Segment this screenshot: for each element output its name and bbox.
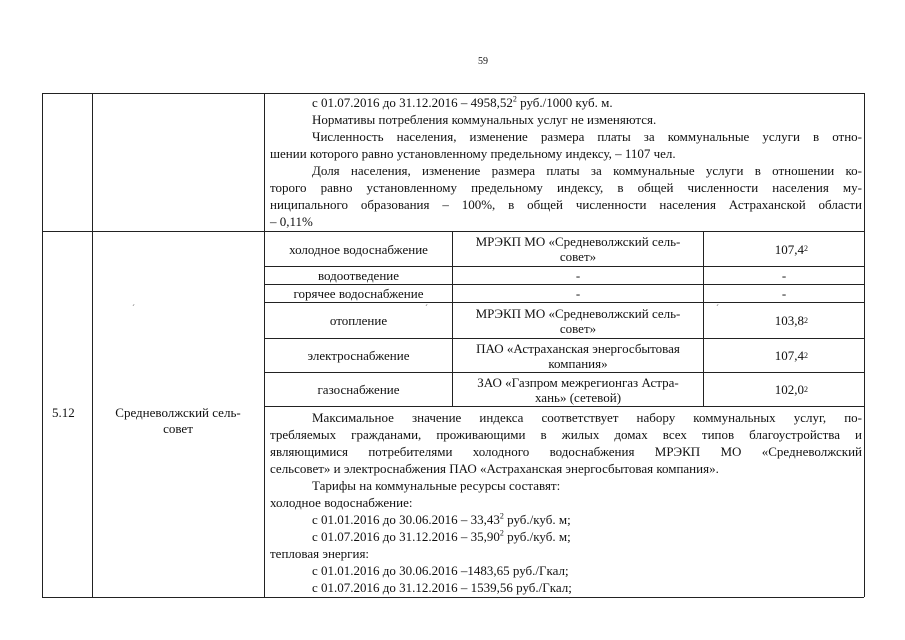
service-name: отопление: [329, 313, 388, 328]
service-index: 107,4 2: [774, 348, 808, 363]
col-separator-1: [92, 93, 93, 597]
table-border-right: [864, 93, 865, 597]
bottom-p1-line-3: являющимися потребителями холодного водоснабжения МРЭКП МО «Средневолжский: [270, 444, 862, 459]
municipality-name: Средневолжский сель- совет: [115, 405, 241, 436]
service-provider: -: [575, 268, 581, 283]
top-line-8: – 0,11%: [270, 214, 313, 229]
scan-speck: ˊ: [716, 303, 719, 313]
service-index: 102,0 2: [774, 382, 808, 397]
top-line-3: Численность населения, изменение размера платы за коммунальные услуги в отно-: [312, 129, 862, 144]
service-provider: МРЭКП МО «Средневолжский сель- совет»: [475, 305, 681, 336]
top-line-2: Нормативы потребления коммунальных услуг не изменяются.: [312, 112, 657, 127]
service-index: -: [781, 286, 787, 301]
bottom-p1-line-1: Максимальное значение индекса соответствует набору коммунальных услуг, по-: [312, 410, 862, 425]
page-number: 59: [478, 56, 488, 67]
top-line-4: шении которого равно установленному предельному индексу, – 1107 чел.: [270, 146, 676, 161]
top-line-6: торого равно установленному предельному индексу, в общей численности населения му-: [270, 180, 862, 195]
row-number: 5.12: [52, 405, 75, 420]
table-border-bottom: [42, 597, 864, 598]
heat-tariff-2: с 01.07.2016 до 31.12.2016 – 1539,56 руб./Гкал;: [312, 580, 572, 595]
service-index: 103,8 2: [774, 313, 808, 328]
service-index: 107,4 2: [774, 241, 808, 257]
service-name: холодное водоснабжение: [289, 241, 428, 257]
cold-water-tariff-2: с 01.07.2016 до 31.12.2016 – 35,90$^2$ руб./куб. м;: [312, 528, 571, 544]
cold-water-heading: холодное водоснабжение:: [270, 495, 413, 510]
bottom-p1-line-4: сельсовет» и электроснабжения ПАО «Астраханская энергосбытовая компания».: [270, 461, 719, 476]
tariffs-heading: Тарифы на коммунальные ресурсы составят:: [312, 478, 561, 493]
service-name: горячее водоснабжение: [293, 286, 424, 301]
scan-speck: ˊ: [425, 303, 428, 313]
heat-tariff-1: с 01.01.2016 до 30.06.2016 –1483,65 руб./Гкал;: [312, 563, 569, 578]
service-provider: -: [575, 286, 581, 301]
cold-water-tariff-1: с 01.01.2016 до 30.06.2016 – 33,43$^2$ руб./куб. м;: [312, 511, 571, 527]
service-name: газоснабжение: [317, 382, 400, 397]
top-line-7: ниципального образования – 100%, в общей численности населения Астраханской области: [270, 197, 862, 212]
service-provider: ЗАО «Газпром межрегионгаз Астра- хань» (сетевой): [477, 374, 679, 405]
heat-heading: тепловая энергия:: [270, 546, 370, 561]
service-provider: ПАО «Астраханская энергосбытовая компания»: [476, 340, 680, 371]
top-line-1: с 01.07.2016 до 31.12.2016 – 4958,52$^2$ руб./1000 куб. м.: [312, 94, 613, 110]
table-border-top: [42, 93, 864, 94]
service-name: электроснабжение: [307, 348, 410, 363]
scan-speck: ˊ: [132, 303, 135, 313]
service-index: -: [781, 268, 787, 283]
bottom-p1-line-2: требляемых гражданами, проживающими в жилых домах всех типов благоустройства и: [270, 427, 862, 442]
service-provider: МРЭКП МО «Средневолжский сель- совет»: [475, 234, 681, 264]
services-sep-6: [264, 406, 864, 407]
table-border-left: [42, 93, 43, 597]
service-name: водоотведение: [317, 268, 400, 283]
top-line-5: Доля населения, изменение размера платы за коммунальные услуги в отношении ко-: [312, 163, 862, 178]
